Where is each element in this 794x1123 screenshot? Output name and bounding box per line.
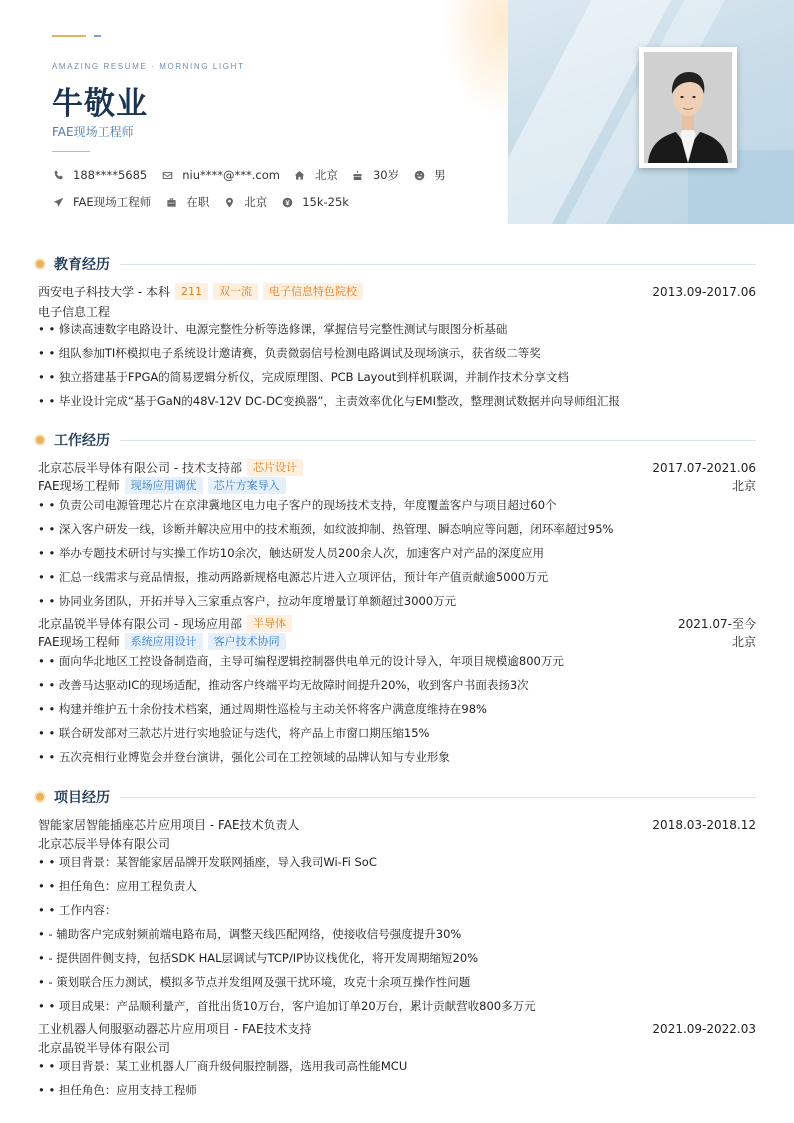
education-entry-header [38,283,756,300]
project-company: 北京晶锐半导体有限公司 [38,1041,171,1055]
phone-text: 188****5685 [73,168,148,182]
project-entry-header [38,816,756,833]
role-tag: 客户技术协同 [208,633,286,650]
school-name: 西安电子科技大学 - 本科 [38,285,170,299]
education-major-row [38,303,756,320]
job-entry-header [38,615,756,632]
header-accent-dash [94,35,101,37]
job-city: 北京 [731,635,756,649]
gender-item [413,167,446,183]
list-item: • • 项目背景：某智能家居品牌开发联网插座，导入我司Wi-Fi SoC [38,855,377,869]
project-name: 智能家居智能插座芯片应用项目 - FAE技术负责人 [38,818,300,832]
salary-item [281,195,349,209]
list-item: • • 毕业设计完成“基于GaN的48V-12V DC-DC变换器”，主责效率优化与EMI整改，整理测试数据并向导师组汇报 [38,394,620,408]
city-text: 北京 [314,168,338,182]
section-heading: 工作经历 [54,433,110,449]
section-education [36,254,756,274]
section-heading: 项目经历 [54,790,110,806]
intent-city-text: 北京 [244,195,268,209]
send-icon [52,196,64,208]
company-name: 北京芯辰半导体有限公司 - 技术支持部 [38,461,242,475]
role-tag: 现场应用调优 [125,477,203,494]
city-item [294,167,338,183]
mail-icon [161,169,173,181]
title-underline [52,151,90,152]
job-entry-header [38,459,756,476]
intent-city-item [223,194,267,210]
intent-position-text: FAE现场工程师 [73,195,152,209]
list-item: • • 项目背景：某工业机器人厂商升级伺服控制器，选用我司高性能MCU [38,1059,408,1073]
candidate-name: 牛敬业 [52,86,148,122]
job-title: FAE现场工程师 [52,125,134,139]
section-dot [36,436,44,444]
age-text: 30岁 [372,168,400,182]
list-item: • • 联合研发部对三款芯片进行实地验证与迭代，将产品上市窗口期压缩15% [38,726,430,740]
age-item [352,167,399,183]
email-text: niu****@***.com [182,168,280,182]
status-item [165,194,209,210]
section-divider [120,797,756,798]
phone-icon [52,169,64,181]
gender-icon [413,169,425,181]
profile-photo [639,47,737,168]
list-item: • • 汇总一线需求与竞品情报，推动两路新规格电源芯片进入立项评估，预计年产值贡献逾5000万元 [38,570,549,584]
job-role-row [38,633,756,650]
list-item: • - 辅助客户完成射频前端电路布局，调整天线匹配网络，使接收信号强度提升30% [38,927,462,941]
section-dot [36,260,44,268]
section-heading: 教育经历 [54,257,110,273]
section-divider [120,440,756,441]
school-tag: 电子信息特色院校 [263,283,363,300]
company-tag: 芯片设计 [247,459,303,476]
project-name: 工业机器人伺服驱动器芯片应用项目 - FAE技术支持 [38,1022,312,1036]
school-tag: 211 [175,283,208,300]
tagline: AMAZING RESUME · MORNING LIGHT [52,62,245,71]
job-role: FAE现场工程师 [38,479,120,493]
list-item: • • 面向华北地区工控设备制造商，主导可编程逻辑控制器供电单元的设计导入，年项目规模逾800万元 [38,654,564,668]
education-period: 2013.09-2017.06 [652,284,756,299]
role-tag: 系统应用设计 [125,633,203,650]
salary-text: 15k-25k [302,195,349,209]
job-city: 北京 [731,479,756,493]
project-company-row [38,835,756,852]
list-item: • - 提供固件侧支持，包括SDK HAL层调试与TCP/IP协议栈优化，将开发周期缩短20% [38,951,479,965]
salary-icon [281,196,293,208]
school-tag: 双一流 [213,283,258,300]
section-projects [36,787,756,807]
phone-item [52,168,147,182]
job-role: FAE现场工程师 [38,635,120,649]
list-item: • • 举办专题技术研讨与实操工作坊10余次，触达研发人员200余人次，加速客户对产品的深度应用 [38,546,544,560]
company-name: 北京晶锐半导体有限公司 - 现场应用部 [38,617,242,631]
section-divider [120,264,756,265]
job-period: 2017.07-2021.06 [652,460,756,475]
list-item: • • 担任角色：应用支持工程师 [38,1083,197,1097]
major-name: 电子信息工程 [38,305,111,319]
contact-info-row [52,167,460,183]
header-accent-line [52,35,86,37]
project-period: 2018.03-2018.12 [652,817,756,832]
company-tag: 半导体 [247,615,292,632]
list-item: • • 负责公司电源管理芯片在京津冀地区电力电子客户的现场技术支持，年度覆盖客户与项目超过60个 [38,498,557,512]
list-item: • • 深入客户研发一线，诊断并解决应用中的技术瓶颈，如纹波抑制、热管理、瞬态响应等问题，闭环率超过95% [38,522,614,536]
list-item: • • 担任角色：应用工程负责人 [38,879,197,893]
project-entry-header [38,1020,756,1037]
job-role-row [38,477,756,494]
gender-text: 男 [434,168,446,182]
role-tag: 芯片方案导入 [208,477,286,494]
list-item: • • 独立搭建基于FPGA的简易逻辑分析仪，完成原理图、PCB Layout到样机联调，并制作技术分享文档 [38,370,569,384]
section-dot [36,793,44,801]
project-company-row [38,1039,756,1056]
job-period: 2021.07-至今 [678,617,756,631]
list-item: • • 修读高速数字电路设计、电源完整性分析等选修课，掌握信号完整性测试与眼图分析基础 [38,322,508,336]
location-pin-icon [223,196,235,208]
list-item: • • 改善马达驱动IC的现场适配，推动客户终端平均无故障时间提升20%，收到客户书面表扬3次 [38,678,529,692]
job-intent-row [52,194,363,210]
project-company: 北京芯辰半导体有限公司 [38,837,171,851]
list-item: • • 五次亮相行业博览会并登台演讲，强化公司在工控领域的品牌认知与专业形象 [38,750,450,764]
project-period: 2021.09-2022.03 [652,1021,756,1036]
section-work [36,430,756,450]
list-item: • • 工作内容： [38,903,117,917]
avatar [644,52,732,163]
list-item: • - 策划联合压力测试，模拟多节点并发组网及强干扰环境，攻克十余项互操作性问题 [38,975,471,989]
list-item: • • 协同业务团队，开拓并导入三家重点客户，拉动年度增量订单额超过3000万元 [38,594,457,608]
home-icon [294,169,306,181]
list-item: • • 构建并维护五十余份技术档案，通过周期性巡检与主动关怀将客户满意度维持在98% [38,702,487,716]
list-item: • • 项目成果：产品顺利量产，首批出货10万台，客户追加订单20万台，累计贡献营收800多万元 [38,999,536,1013]
briefcase-icon [165,196,177,208]
email-item [161,168,280,182]
list-item: • • 组队参加TI杯模拟电子系统设计邀请赛，负责微弱信号检测电路调试及现场演示，获省级二等奖 [38,346,541,360]
intent-position-item [52,194,151,210]
status-text: 在职 [186,195,210,209]
cake-icon [352,169,364,181]
